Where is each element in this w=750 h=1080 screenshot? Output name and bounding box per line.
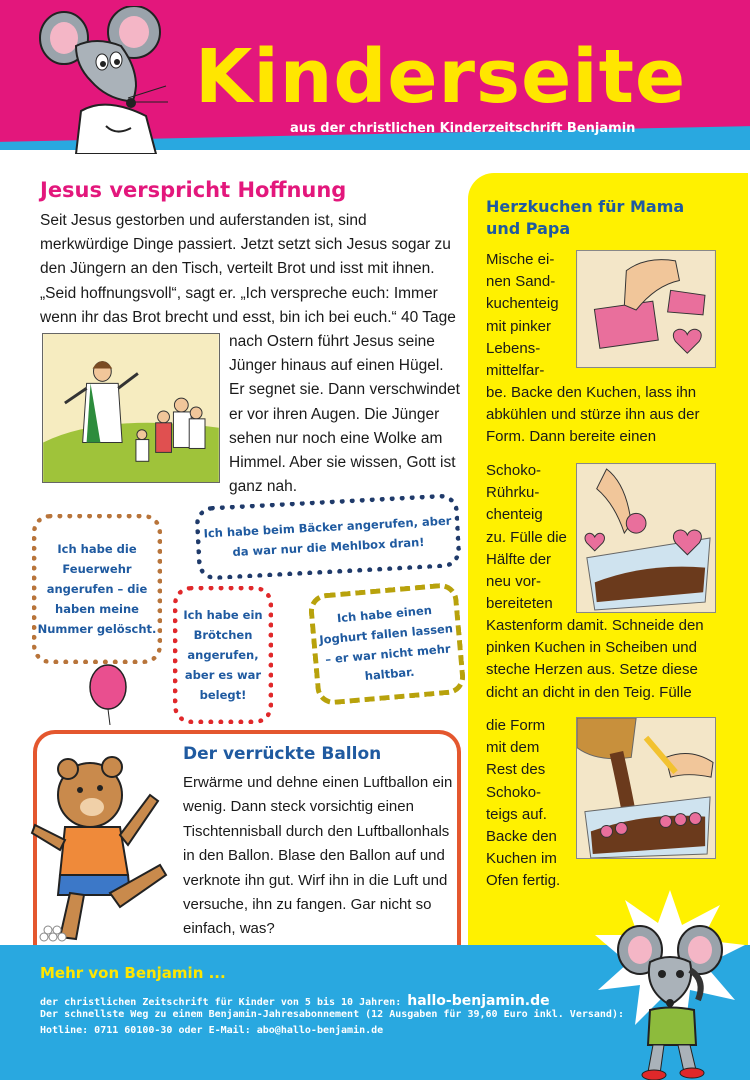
bear-illustration [20, 655, 180, 945]
recipe-photo-cutting-hearts [576, 250, 716, 368]
article-paragraph-top: Seit Jesus gestorben und auferstanden ist, sind merkwürdige Dinge passiert. Jetzt setzt sich Jesus sogar zu den Jüngern an den Tisch, verteilt Brot und isst mit ihnen. „Seid hoffnungsvoll“, sagt er. „Ich verspreche euch: Immer wenn ihr das Brot brecht und esst, bin ich bei euch.“ 40 Tage [40, 212, 456, 326]
recipe-step-2-b: Kastenform damit. Schneide den pinken Kuchen in Scheiben und steche Herzen aus. Setze diese dicht an dicht in den Teig. Fülle [486, 617, 704, 701]
footer-line-1 [40, 993, 550, 1009]
recipe-step-2-a: Schoko- Rührku- chenteig zu. Fülle die Hälfte der neu vor- bereiteten [486, 462, 567, 613]
footer-line-3: Hotline: 0711 60100-30 oder E-Mail: abo@hallo-benjamin.de [40, 1025, 384, 1036]
mouse-illustration [36, 6, 186, 154]
page-title: Kinderseite [195, 34, 687, 120]
article-paragraph-side: nach Ostern führt Jesus seine Jünger hinaus auf einen Hügel. Er segnet sie. Dann verschwindet er vor ihren Augen. Die Jünger sehen nur noch eine Wolke am Himmel. Aber sie wissen, Gott ist ganz nah. [229, 333, 460, 496]
phone-mouse-illustration [598, 910, 748, 1080]
footer-line-1-text: der christlichen Zeitschrift für Kinder von 5 bis 10 Jahren: [40, 997, 402, 1008]
footer-title: Mehr von Benjamin ... [40, 964, 226, 982]
balloon-text: Erwärme und dehne einen Luftballon ein wenig. Dann steck vorsichtig einen Tischtennisball durch den Luftballonhals in den Ballon. Blase den Ballon auf und verknote ihn gut. Wirf ihn in die Luft und versuche, ihn zu fangen. Gar nicht so einfach, was? [183, 774, 453, 938]
recipe-photo-pouring-dough [576, 717, 716, 859]
article-title: Jesus verspricht Hoffnung [40, 178, 347, 202]
jesus-illustration [42, 333, 220, 483]
joke-bubble-2: Ich habe beim Bäcker angerufen, aber da war nur die Mehlbox dran! [194, 493, 462, 581]
recipe-photo-loaf-pan [576, 463, 716, 613]
joke-bubble-3: Ich habe ein Brötchen angerufen, aber es war belegt! [173, 586, 273, 724]
recipe-title: Herzkuchen für Mama und Papa [486, 197, 685, 238]
balloon-title: Der verrückte Ballon [183, 744, 382, 764]
recipe-step-1-b: be. Backe den Kuchen, lass ihn abkühlen und stürze ihn aus der Form. Dann bereite einen [486, 384, 700, 446]
recipe-step-1-a: Mische ei- nen Sand- kuchenteig mit pinker Lebens- mittelfar- [486, 251, 559, 380]
joke-bubble-1: Ich habe die Feuerwehr angerufen – die haben meine Nummer gelöscht. [32, 514, 162, 664]
joke-bubble-4: Ich habe einen Joghurt fallen lassen – er war nicht mehr haltbar. [307, 582, 466, 707]
footer-line-2: Der schnellste Weg zu einem Benjamin-Jahresabonnement (12 Ausgaben für 39,60 Euro inkl. Versand): [40, 1009, 624, 1020]
page-subtitle: aus der christlichen Kinderzeitschrift Benjamin [290, 121, 636, 136]
website-link[interactable]: hallo-benjamin.de [407, 993, 550, 1009]
recipe-step-3: die Form mit dem Rest des Schoko- teigs auf. Backe den Kuchen im Ofen fertig. [486, 717, 561, 890]
